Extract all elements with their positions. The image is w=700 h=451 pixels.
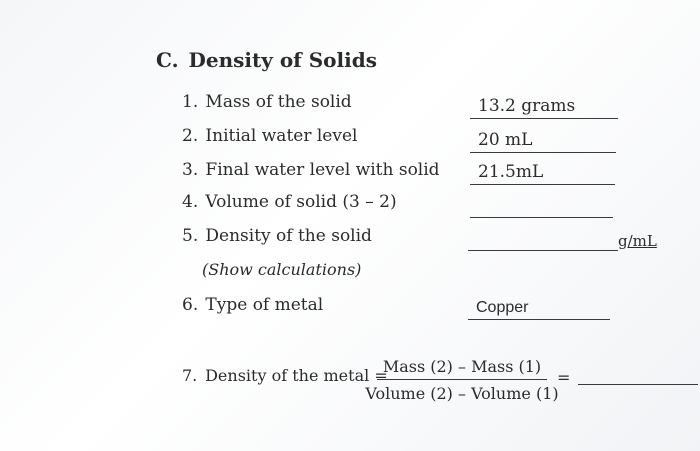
- answer-line-density-of-solid[interactable]: [468, 249, 618, 251]
- answer-line-type-of-metal[interactable]: [468, 299, 610, 320]
- answer-line-volume-of-solid[interactable]: [470, 216, 613, 218]
- answer-line-initial-water-level[interactable]: [470, 130, 616, 153]
- formula-numerator: Mass (2) – Mass (1): [377, 357, 547, 380]
- item-label: Final water level with solid: [205, 160, 440, 180]
- item-number: 5.: [182, 226, 199, 246]
- show-calculations-note: (Show calculations): [202, 260, 362, 279]
- item-number: 3.: [182, 160, 199, 180]
- equals-sign: =: [557, 368, 571, 387]
- section-letter: C.: [156, 48, 179, 72]
- answer-line-mass-of-solid[interactable]: [470, 96, 618, 119]
- item-initial-water-level: [182, 126, 357, 146]
- item-density-of-solid: [182, 226, 372, 246]
- item-density-of-metal: [182, 366, 388, 385]
- answer-line-density-of-metal[interactable]: [578, 383, 698, 385]
- section-title: Density of Solids: [188, 48, 377, 72]
- section-heading: [156, 48, 377, 72]
- item-label: Initial water level: [205, 126, 358, 146]
- item-number: 7.: [182, 366, 198, 385]
- item-number: 6.: [182, 295, 199, 315]
- density-formula: [362, 357, 562, 403]
- answer-value: 21.5mL: [478, 162, 544, 182]
- item-number: 1.: [182, 92, 199, 112]
- item-label: Volume of solid (3 – 2): [205, 192, 397, 212]
- item-volume-of-solid: [182, 192, 397, 212]
- item-number: 4.: [182, 192, 199, 212]
- item-type-of-metal: [182, 295, 323, 315]
- answer-value: Copper: [476, 299, 529, 316]
- formula-denominator: Volume (2) – Volume (1): [365, 384, 559, 403]
- item-final-water-level: [182, 160, 440, 180]
- unit-label: g/mL: [618, 232, 657, 250]
- answer-line-final-water-level[interactable]: [470, 162, 615, 185]
- item-mass-of-solid: [182, 92, 352, 112]
- item-label: Mass of the solid: [205, 92, 352, 112]
- item-number: 2.: [182, 126, 199, 146]
- answer-value: 13.2 grams: [478, 96, 576, 116]
- answer-value: 20 mL: [478, 130, 533, 150]
- item-label: Type of metal: [205, 295, 324, 315]
- item-label: Density of the solid: [205, 226, 372, 246]
- item-label: Density of the metal =: [205, 366, 388, 385]
